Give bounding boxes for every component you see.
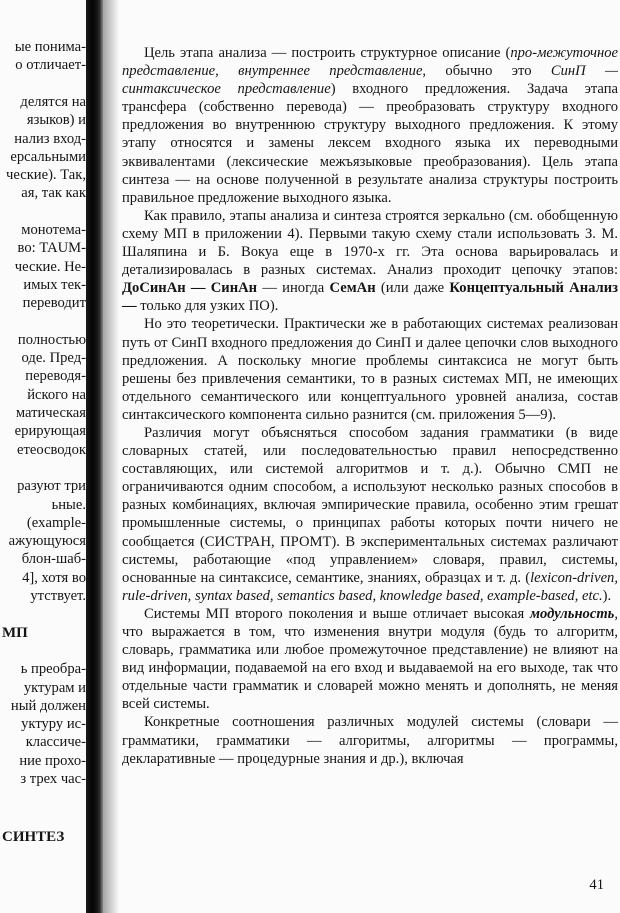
paragraph-2	[122, 207, 618, 316]
left-line-fragment: классиче-	[25, 734, 86, 751]
left-line-fragment: матическая	[15, 405, 86, 421]
text-run: модульность	[530, 605, 615, 622]
page-number: 41	[589, 877, 604, 893]
left-line-fragment: 4], хотя во	[22, 569, 86, 586]
text-run: только для узких ПО).	[136, 298, 279, 315]
paragraph-1	[122, 44, 618, 207]
left-heading-fragment: МП	[2, 624, 28, 641]
left-line-fragment: ческие. Не-	[14, 258, 86, 275]
left-page-fragment	[0, 0, 86, 913]
left-line-fragment: (example-	[26, 514, 86, 531]
text-run: lexicon-driven, rule-driven, syntax based, semantics based, knowledge based, example-based, etc.	[122, 569, 618, 604]
text-run: Как правило, этапы анализа и синтеза строятся зеркально (см. обобщенную схему МП в приложении 4). Первыми такую схему стали использовать З. М. Шаляпина и Б. Вокуа еще в 1970-х гг. Эта основа варьировалась и детализировалась в разных системах. Анализ проходит цепочку этапов:	[122, 207, 618, 279]
left-line-fragment: о отличает-	[15, 57, 86, 74]
left-line-fragment: утствует.	[30, 588, 86, 604]
left-line-fragment: ный должен	[10, 697, 86, 714]
left-line-fragment: оде. Пред-	[21, 350, 86, 367]
text-run: ).	[602, 587, 612, 604]
left-line-fragment: монотема-	[21, 222, 86, 238]
text-run: ДоСинАн — СинАн	[122, 280, 258, 297]
spine-shadow	[103, 0, 119, 913]
left-line-fragment: ерсальными	[10, 148, 86, 165]
text-run: , обычно это	[422, 63, 551, 80]
text-run: Но это теоретически. Практически же в работающих системах реализован путь от СинП входного предложения до СинП и далее цепочки слов выходного предложения. А поскольку многие проблемы синтаксиса не могут быть решены без привлечения семантики, то в разных системах МП, не имеющих отдельного семантического или концептуального уровней анализа, состав синтаксического компонента сильно разнится (см. приложения 5—9).	[122, 316, 618, 423]
text-run: , что выражается в том, что изменения внутри модуля (будь то алгоритм, словарь, грамматика или любое промежуточное представление) не влияют на вид информации, подаваемой на его вход и выдаваемой на его выходе, так что отдельные части грамматик и словарей можно менять и дополнять, не меняя всей системы.	[122, 605, 618, 713]
left-line-fragment: блон-шаб-	[21, 551, 86, 568]
left-line-fragment: языков) и	[26, 112, 86, 129]
text-run: Конкретные соотношения различных модулей системы (словари — грамматики, грамматики — алгоритмы, алгоритмы — программы, декларативные — процедурные знания и др.), включая	[122, 714, 618, 767]
text-run: Концептуальный Анализ —	[122, 280, 618, 315]
left-line-fragment: разуют три	[17, 478, 86, 495]
left-line-fragment: во: TAUM-	[17, 240, 86, 257]
text-run: про-межуточное представление, внутреннее представление	[122, 45, 618, 80]
left-line-fragment: ажующуюся	[8, 533, 86, 550]
left-line-fragment: нализ вход-	[14, 130, 86, 147]
left-line-fragment: ая, так как	[21, 185, 86, 202]
left-line-fragment: ь преобра-	[20, 661, 86, 678]
main-text-column	[122, 44, 618, 768]
left-line-fragment: ческие). Так,	[6, 167, 86, 184]
book-binding-spine	[86, 0, 103, 913]
left-line-fragment: ые понима-	[14, 39, 86, 55]
left-line-fragment: ьные.	[51, 496, 86, 513]
paragraph-3	[122, 315, 618, 424]
text-run: СемАн	[329, 280, 376, 297]
text-run: ) входного предложения. Задача этапа трансфера (собственно перевода) — преобразовать структуру входного предложения во внутреннюю структуру выходного предложения. К этому этапу относятся и замены лексем входного языка их переводными эквивалентами (лексические межъязыковые преобразования). Цель этапа синтеза — на основе полученной в результате анализа структуры построить правильное предложение выходного языка.	[122, 81, 618, 206]
text-run: Цель этапа анализа — построить структурное описание (	[144, 45, 511, 61]
left-line-fragment: имых тек-	[23, 276, 86, 293]
left-line-fragment: делятся на	[20, 93, 86, 110]
left-line-fragment: йского на	[27, 386, 86, 403]
text-run: СинП — синтаксическое представление	[122, 63, 618, 98]
paragraph-4	[122, 424, 618, 605]
left-line-fragment: полностью	[17, 331, 86, 348]
left-line-fragment: етеосводок	[17, 441, 86, 458]
text-run: — иногда	[257, 280, 330, 297]
paragraph-6	[122, 713, 618, 767]
left-line-fragment: ерирующая	[14, 423, 86, 440]
text-run: (или даже	[375, 280, 450, 297]
left-line-fragment: ние прохо-	[19, 752, 86, 769]
left-line-fragment: переводит	[22, 295, 86, 312]
text-run: Системы МП второго поколения и выше отличает высокая	[144, 605, 531, 622]
left-line-fragment: переводя-	[25, 368, 86, 385]
text-run: Различия могут объясняться способом задания грамматики (в виде словарных статей, или последовательностью правил непосредственно составляющих, или системой алгоритмов и т. д.). Обычно СМП не ограничиваются одним способом, а используют несколько разных способов в разных комбинациях, включая эмпирические правила, особенно этим грешат промышленные системы, о принципах работы которых почти ничего не сообщается (СИСТРАН, ПРОМТ). В экспериментальных системах различают системы, работающие «под управлением» словаря, правил, системы, основанные на синтаксисе, семантике, знаниях, образцах и т. д. (	[122, 424, 618, 586]
left-heading-fragment: СИНТЕЗ	[2, 829, 65, 845]
left-line-fragment: уктуру ис-	[21, 716, 86, 733]
paragraph-5	[122, 605, 618, 714]
left-line-fragment: уктурам и	[23, 679, 86, 696]
left-line-fragment: з трех час-	[20, 771, 86, 787]
